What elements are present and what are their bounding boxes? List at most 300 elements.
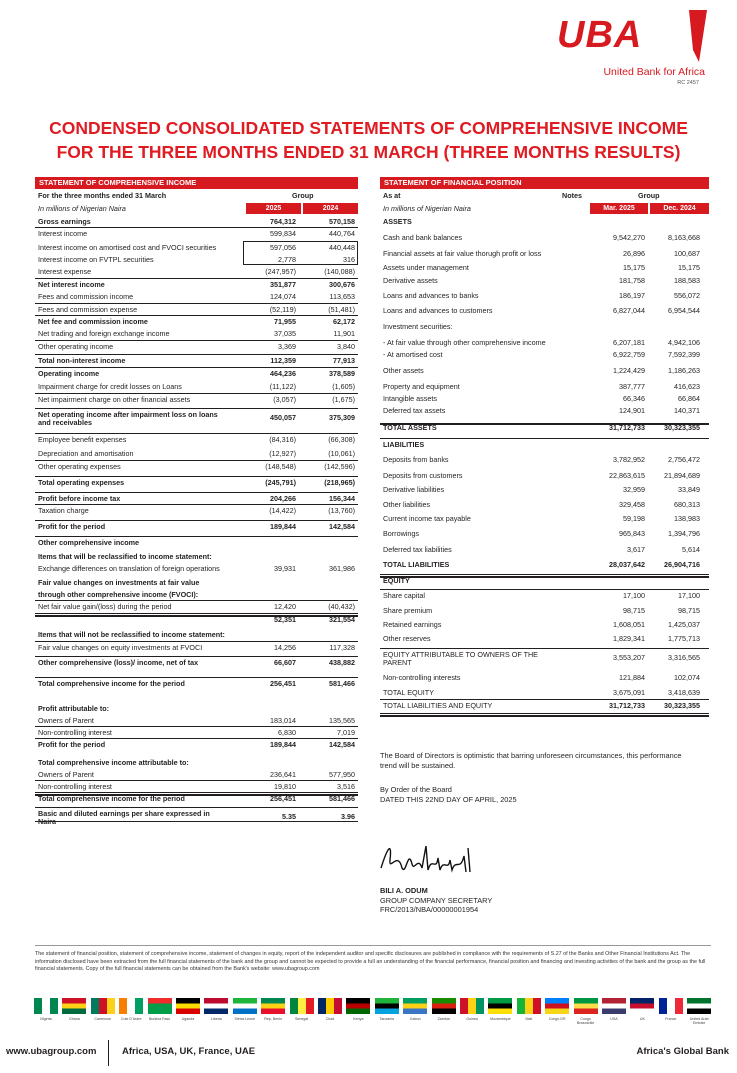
statement-row: [35, 538, 358, 548]
statement-row: [35, 494, 358, 504]
flag-icon: [34, 998, 58, 1014]
row-value-current: 351,877: [270, 280, 296, 289]
rule-line: [35, 393, 358, 394]
income-period-row: [35, 189, 358, 201]
rule-line: [35, 536, 358, 537]
row-label: Other reserves: [383, 634, 431, 643]
rule-line: [35, 227, 358, 228]
row-value-current: 66,346: [623, 394, 645, 403]
row-label: Net fee and commission income: [38, 317, 148, 326]
row-value-prior: (142,596): [324, 462, 355, 471]
uba-mark-icon: [665, 10, 707, 62]
row-value-current: 12,420: [274, 602, 296, 611]
row-value-current: 464,236: [270, 369, 296, 378]
row-value-current: 19,810: [274, 782, 296, 791]
row-value-current: 22,863,615: [609, 471, 645, 480]
row-value-prior: 17,100: [678, 591, 700, 600]
statement-row: [35, 602, 358, 612]
row-value-prior: 3,840: [337, 342, 355, 351]
rule-line: [35, 354, 358, 355]
footer-website[interactable]: www.ubagroup.com: [6, 1046, 97, 1057]
country-name: Burkina Faso: [149, 1017, 171, 1021]
row-label: LIABILITIES: [383, 440, 425, 449]
flag-icon: [403, 998, 427, 1014]
statement-row: [35, 782, 358, 792]
row-label: Fair value changes on investments at fair value: [38, 578, 200, 587]
row-label: Cash and bank balances: [383, 233, 463, 242]
row-value-current: 186,197: [619, 291, 645, 300]
rule-line: [35, 821, 358, 822]
position-currency-note: In millions of Nigerian Naira: [383, 204, 471, 213]
row-value-current: 6,207,181: [613, 338, 645, 347]
statement-row: [380, 591, 709, 601]
row-value-current: 256,451: [270, 794, 296, 803]
brand-tagline: United Bank for Africa: [603, 66, 705, 78]
row-value-current: 98,715: [623, 606, 645, 615]
statement-row: [380, 606, 709, 616]
statement-row: [380, 217, 709, 227]
row-value-current: (84,316): [269, 435, 296, 444]
statement-row: [35, 317, 358, 327]
flag-icon: [318, 998, 342, 1014]
rule-line: [380, 576, 709, 578]
rule-line: [35, 433, 358, 434]
row-label: Profit attributable to:: [38, 704, 110, 713]
statement-row: [35, 578, 358, 588]
country-name: UK: [639, 1017, 645, 1021]
flag-icon: [176, 998, 200, 1014]
country-name: Rep. Benin: [264, 1017, 283, 1021]
row-label: TOTAL EQUITY: [383, 688, 434, 697]
row-label: Derivative liabilities: [383, 485, 445, 494]
row-value-current: 6,830: [278, 728, 296, 737]
statement-row: [380, 440, 709, 450]
income-group-label: Group: [292, 191, 314, 200]
statement-row: [35, 552, 358, 562]
row-value-current: 181,758: [619, 276, 645, 285]
flag-icon: [62, 998, 86, 1014]
row-value-prior: 11,901: [333, 329, 355, 338]
position-section-title: STATEMENT OF FINANCIAL POSITION: [380, 177, 709, 189]
row-label: Loans and advances to customers: [383, 306, 493, 315]
row-label: TOTAL ASSETS: [383, 423, 437, 432]
row-label: Deferred tax assets: [383, 406, 446, 415]
row-label: Interest income on FVTPL securities: [38, 255, 154, 264]
row-label-continued: and receivables: [38, 418, 92, 427]
statement-row: [380, 455, 709, 465]
row-value-current: (52,119): [269, 305, 296, 314]
row-value-prior: 556,072: [674, 291, 700, 300]
row-value-prior: 361,986: [329, 564, 355, 573]
row-value-current: (12,927): [269, 449, 296, 458]
statement-row: [35, 478, 358, 488]
statement-row: [35, 658, 358, 668]
board-order-line-2: DATED THIS 22ND DAY OF APRIL, 2025: [380, 795, 517, 804]
statement-row: [380, 471, 709, 481]
flag-icon: [630, 998, 654, 1014]
position-asat-label: As at: [383, 191, 401, 200]
rule-line: [380, 574, 709, 575]
row-value-current: 17,100: [623, 591, 645, 600]
row-value-prior: 102,074: [674, 673, 700, 682]
flag-icon: [687, 998, 711, 1014]
rule-line: [35, 278, 358, 279]
row-label: Other operating expenses: [38, 462, 121, 471]
statement-row: [35, 704, 358, 714]
statement-row: [35, 382, 358, 392]
country-name: Cameroon: [94, 1017, 112, 1021]
row-value-current: 14,256: [274, 643, 296, 652]
flag-icon: [233, 998, 257, 1014]
row-value-current: 124,074: [270, 292, 296, 301]
country-name: Mozambique: [490, 1017, 511, 1021]
row-value-prior: 188,583: [674, 276, 700, 285]
row-value-prior: 375,309: [329, 413, 355, 422]
row-value-prior: 581,466: [329, 679, 355, 688]
row-value-current: 6,922,759: [613, 350, 645, 359]
country-name: Tanzania: [379, 1017, 394, 1021]
signatory: [380, 886, 710, 915]
row-value-prior: 77,913: [333, 356, 355, 365]
rule-line: [35, 303, 358, 304]
row-value-current: 28,037,642: [609, 560, 645, 569]
income-currency-note: In millions of Nigerian Naira: [38, 204, 126, 213]
row-value-current: 387,777: [619, 382, 645, 391]
statement-row: [380, 634, 709, 644]
row-value-current: 597,056: [270, 243, 296, 252]
flag-icon: [261, 998, 285, 1014]
statement-row: [35, 728, 358, 738]
row-label: Net fair value gain/(loss) during the period: [38, 602, 172, 611]
row-value-prior: (218,965): [324, 478, 355, 487]
row-label: Interest income: [38, 229, 88, 238]
statement-row: [35, 809, 358, 826]
rule-line: [35, 492, 358, 493]
rule-line: [380, 438, 709, 439]
country-name: Uganda: [181, 1017, 195, 1021]
row-value-prior: 3,516: [337, 782, 355, 791]
row-value-prior: 138,983: [674, 514, 700, 523]
statement-row: [380, 620, 709, 630]
row-value-current: 124,901: [619, 406, 645, 415]
row-value-prior: 4,942,106: [668, 338, 700, 347]
statement-row: [35, 267, 358, 277]
row-label: Total comprehensive income for the period: [38, 794, 185, 803]
country-name: Ghana: [68, 1017, 80, 1021]
statement-row: [35, 758, 358, 768]
statement-row: [35, 229, 358, 239]
row-label: Retained earnings: [383, 620, 442, 629]
row-value-current: 236,641: [270, 770, 296, 779]
rule-line: [35, 726, 358, 727]
row-value-current: 6,827,044: [613, 306, 645, 315]
row-value-current: 9,542,270: [613, 233, 645, 242]
row-value-prior: 440,448: [329, 243, 355, 252]
row-value-prior: (10,061): [328, 449, 355, 458]
statement-row: [35, 292, 358, 302]
row-value-current: 204,266: [270, 494, 296, 503]
statement-row: [35, 305, 358, 315]
rule-line: [35, 794, 358, 796]
statement-row: [380, 263, 709, 273]
flag-icon: [659, 998, 683, 1014]
flag-icon: [204, 998, 228, 1014]
statement-row: [35, 716, 358, 726]
statement-row: [35, 356, 358, 366]
country-name: Kenya: [353, 1017, 364, 1021]
rule-line: [380, 713, 709, 714]
rule-line: [35, 780, 358, 781]
country-name: Chad: [325, 1017, 335, 1021]
row-label: Other operating income: [38, 342, 114, 351]
statement-row: [35, 643, 358, 653]
row-label-continued: PARENT: [383, 658, 412, 667]
row-label: Other comprehensive income: [38, 538, 140, 547]
statement-row: [380, 500, 709, 510]
row-label: Owners of Parent: [38, 770, 94, 779]
income-statement: [35, 177, 358, 826]
income-col-2025: 2025: [246, 203, 301, 214]
rule-line: [35, 315, 358, 316]
row-value-prior: 30,323,355: [664, 423, 700, 432]
brand-name: UBA: [557, 14, 643, 56]
statement-row: [380, 276, 709, 286]
row-value-current: 3,782,952: [613, 455, 645, 464]
flag-icon: [375, 998, 399, 1014]
row-value-current: 2,778: [278, 255, 296, 264]
row-label: Share capital: [383, 591, 425, 600]
statement-row: [380, 249, 709, 259]
row-label: EQUITY: [383, 576, 410, 585]
income-section-title: STATEMENT OF COMPREHENSIVE INCOME: [35, 177, 358, 189]
row-label: Interest income on amortised cost and FVOCI securities: [38, 243, 217, 252]
board-note-line-1: The Board of Directors is optimistic that barring unforeseen circumstances, this performance: [380, 751, 682, 760]
country-flags: [34, 998, 714, 1028]
statement-row: [380, 701, 709, 711]
statement-row: [380, 688, 709, 698]
country-name: Mali: [525, 1017, 533, 1021]
rule-line: [35, 460, 358, 461]
row-label: Loans and advances to banks: [383, 291, 479, 300]
position-currency-row: [380, 201, 709, 215]
statement-row: [380, 233, 709, 243]
row-label: Assets under management: [383, 263, 469, 272]
row-value-current: 450,057: [270, 413, 296, 422]
row-label: Fees and commission expense: [38, 305, 138, 314]
row-value-prior: 8,163,668: [668, 233, 700, 242]
title-line-1: CONDENSED CONSOLIDATED STATEMENTS OF COMPREHENSIVE INCOME: [49, 118, 688, 138]
flag-icon: [460, 998, 484, 1014]
rule-line: [35, 600, 358, 601]
row-label: Net trading and foreign exchange income: [38, 329, 170, 338]
row-value-prior: 62,172: [333, 317, 355, 326]
statement-row: [380, 514, 709, 524]
row-label: Net operating income after impairment loss on loans: [38, 410, 218, 419]
row-label: TOTAL LIABILITIES AND EQUITY: [383, 701, 493, 710]
flag-icon: [290, 998, 314, 1014]
board-order: [380, 785, 710, 805]
row-value-prior: 378,589: [329, 369, 355, 378]
rule-line: [380, 589, 709, 590]
row-value-prior: (51,481): [328, 305, 355, 314]
statement-row: [35, 740, 358, 750]
income-period-label: For the three months ended 31 March: [38, 191, 167, 200]
row-label: Basic and diluted earnings per share expressed in: [38, 809, 210, 818]
statement-row: [35, 342, 358, 352]
statement-row: [35, 679, 358, 689]
row-label: - At fair value through other comprehensive income: [383, 338, 546, 347]
row-label: Profit for the period: [38, 740, 106, 749]
row-value-current: 1,224,429: [613, 366, 645, 375]
row-label: Items that will be reclassified to income statement:: [38, 552, 212, 561]
page-title: [0, 116, 737, 164]
country-name: Congo Brazzaville: [576, 1017, 595, 1025]
row-value-prior: (13,760): [328, 506, 355, 515]
row-label: Investment securities:: [383, 322, 453, 331]
position-col-mar2025: Mar. 2025: [590, 203, 648, 214]
row-label: Deposits from banks: [383, 455, 449, 464]
statement-row: [35, 395, 358, 405]
row-value-current: 189,844: [270, 522, 296, 531]
statement-row: [380, 560, 709, 570]
row-value-current: 183,014: [270, 716, 296, 725]
row-value-prior: 1,775,713: [668, 634, 700, 643]
footer-separator: [108, 1040, 109, 1066]
row-value-current: 189,844: [270, 740, 296, 749]
row-value-current: 52,351: [274, 615, 296, 624]
row-value-current: (14,422): [269, 506, 296, 515]
statement-row: [380, 406, 709, 416]
row-value-prior: 316: [343, 255, 355, 264]
row-value-current: 3,617: [627, 545, 645, 554]
statement-row: [380, 366, 709, 376]
row-value-prior: 117,328: [329, 643, 355, 652]
row-label: Intangible assets: [383, 394, 437, 403]
row-label: Financial assets at fair value thorugh profit or loss: [383, 249, 542, 258]
country-name: Sierra Leone: [234, 1017, 256, 1021]
row-value-prior: 156,344: [329, 494, 355, 503]
signatory-name: BILI A. ODUM: [380, 886, 428, 895]
country-name: Senegal: [294, 1017, 309, 1021]
row-label: Gross earnings: [38, 217, 91, 226]
row-label: Fair value changes on equity investments at FVOCI: [38, 643, 203, 652]
row-label: Borrowings: [383, 529, 419, 538]
statement-row: [35, 369, 358, 379]
statement-row: [35, 217, 358, 227]
row-value-prior: 26,904,716: [664, 560, 700, 569]
row-value-prior: 416,623: [674, 382, 700, 391]
country-name: Guinea: [466, 1017, 478, 1021]
rule-line: [35, 408, 358, 409]
row-value-prior: 440,764: [329, 229, 355, 238]
row-value-prior: 30,323,355: [664, 701, 700, 710]
row-value-prior: 100,687: [674, 249, 700, 258]
row-value-current: 1,829,341: [613, 634, 645, 643]
row-label: Operating income: [38, 369, 100, 378]
statement-row: [380, 394, 709, 404]
row-value-prior: 438,882: [329, 658, 355, 667]
country-name: Zambia: [437, 1017, 450, 1021]
flag-icon: [574, 998, 598, 1014]
row-value-prior: 2,756,472: [668, 455, 700, 464]
row-value-prior: 1,186,263: [668, 366, 700, 375]
rule-line: [35, 641, 358, 642]
rule-line: [380, 715, 709, 717]
position-col-dec2024: Dec. 2024: [650, 203, 709, 214]
row-value-current: 31,712,733: [609, 423, 645, 432]
rule-line: [35, 792, 358, 793]
board-note-line-2: trend will be sustained.: [380, 761, 456, 770]
row-label-continued: Naira: [38, 817, 56, 826]
row-label: Non-controlling interest: [38, 782, 112, 791]
statement-row: [35, 770, 358, 780]
row-value-prior: 3.96: [341, 812, 355, 821]
row-value-prior: 1,425,037: [668, 620, 700, 629]
board-note: [380, 751, 710, 771]
row-value-prior: 21,894,689: [664, 471, 700, 480]
row-value-current: (3,057): [273, 395, 296, 404]
rule-line: [35, 656, 358, 657]
brand-rc: RC 2457: [677, 80, 699, 86]
rule-line: [380, 648, 709, 649]
rule-line: [35, 520, 358, 521]
footer-regions: Africa, USA, UK, France, UAE: [122, 1046, 256, 1057]
signature-image: [378, 838, 488, 880]
flag-icon: [488, 998, 512, 1014]
row-label: Profit before income tax: [38, 494, 121, 503]
flag-icon: [602, 998, 626, 1014]
row-label: Other liabilities: [383, 500, 431, 509]
row-value-prior: 321,554: [329, 615, 355, 624]
row-value-current: 66,607: [274, 658, 296, 667]
statement-row: [380, 545, 709, 555]
row-value-current: 32,959: [623, 485, 645, 494]
statement-row: [35, 522, 358, 532]
row-label: Current income tax payable: [383, 514, 471, 523]
statement-row: [35, 329, 358, 339]
footnote-divider: [35, 945, 711, 946]
position-asat-row: [380, 189, 709, 201]
row-label: EQUITY ATTRIBUTABLE TO OWNERS OF THE: [383, 650, 538, 659]
row-label: Share premium: [383, 606, 433, 615]
row-value-current: 3,553,207: [613, 653, 645, 662]
row-value-prior: 3,418,639: [668, 688, 700, 697]
row-value-prior: 1,394,796: [668, 529, 700, 538]
country-name: Congo DR: [548, 1017, 566, 1021]
country-name: Liberia: [210, 1017, 222, 1021]
row-value-current: 121,884: [619, 673, 645, 682]
row-value-prior: 581,466: [329, 794, 355, 803]
row-value-current: 1,608,051: [613, 620, 645, 629]
row-value-current: 15,175: [623, 263, 645, 272]
statement-row: [35, 630, 358, 640]
statement-row: [380, 673, 709, 683]
statement-row: [380, 350, 709, 360]
row-label: Impairment charge for credit losses on Loans: [38, 382, 182, 391]
row-value-current: 965,843: [619, 529, 645, 538]
row-label: Total comprehensive income for the period: [38, 679, 185, 688]
row-label: Total operating expenses: [38, 478, 125, 487]
highlight-box: [243, 241, 358, 265]
uba-logo: [557, 10, 707, 86]
row-value-prior: 142,584: [329, 740, 355, 749]
flag-icon: [432, 998, 456, 1014]
row-value-prior: 7,019: [337, 728, 355, 737]
rule-line: [35, 738, 358, 739]
board-order-line-1: By Order of the Board: [380, 785, 452, 794]
statement-row: [35, 280, 358, 290]
statement-row: [35, 410, 358, 427]
